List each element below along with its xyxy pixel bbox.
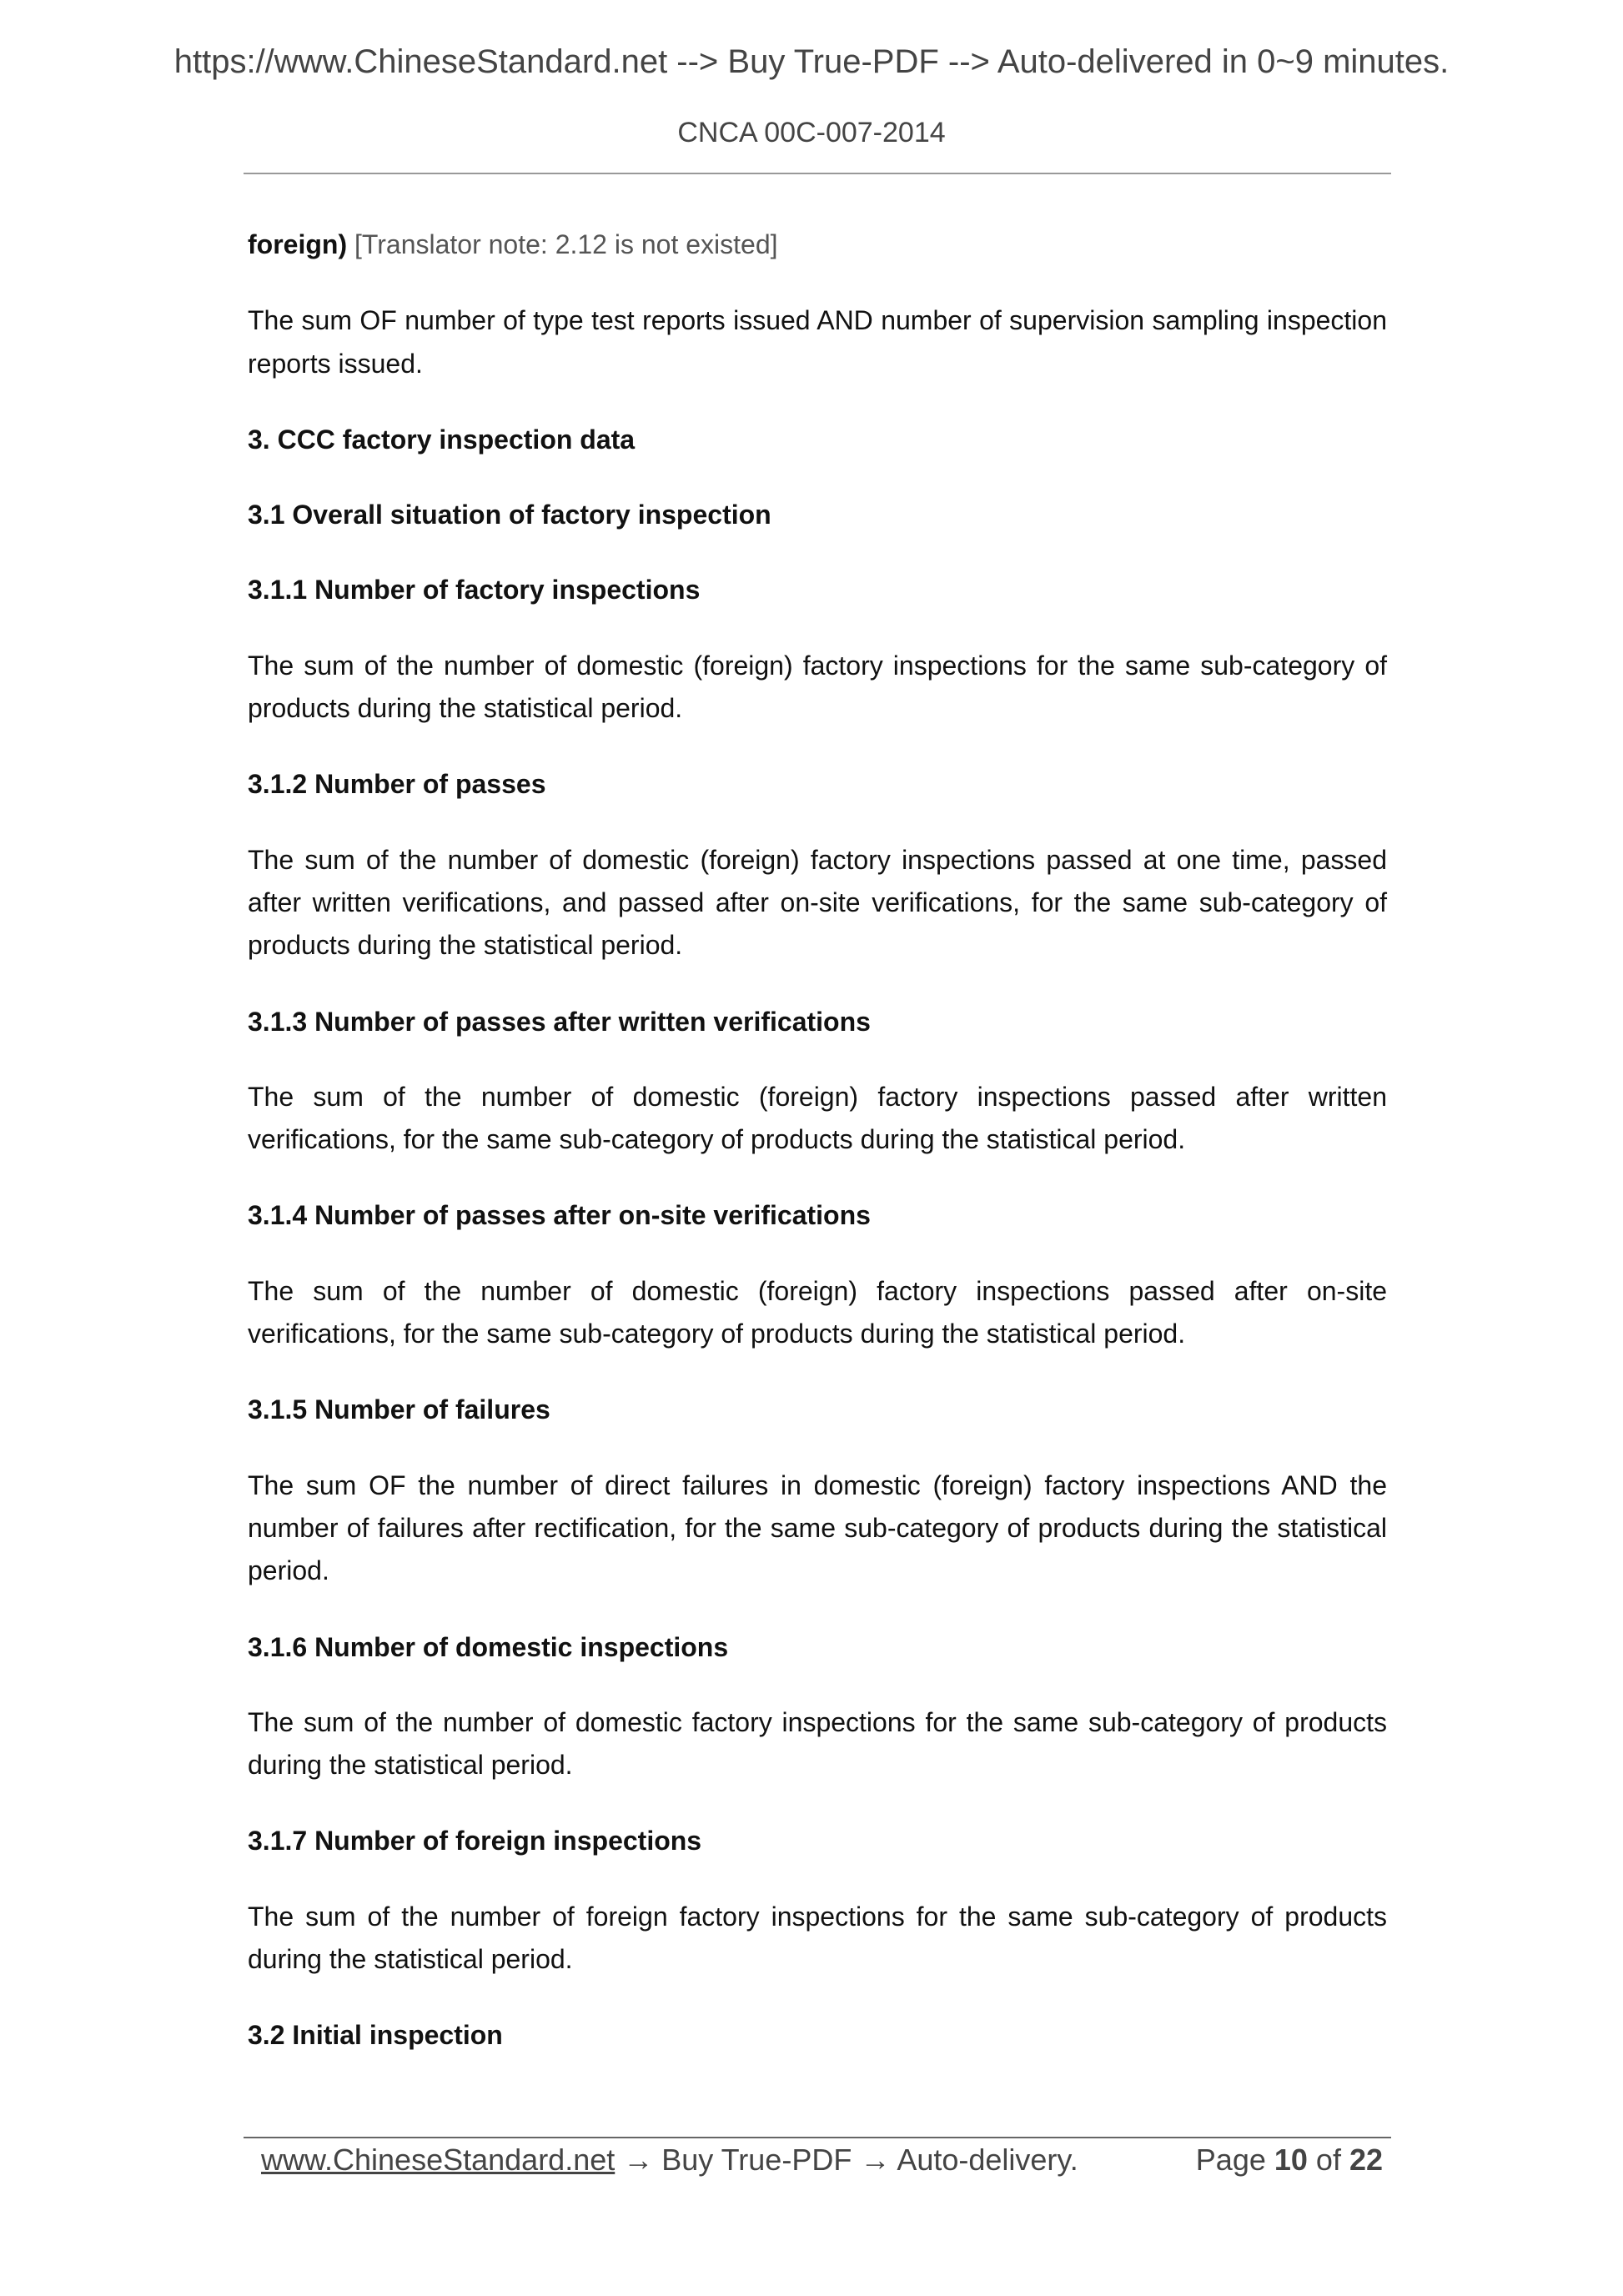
- section-heading: 3.1.1 Number of factory inspections: [248, 575, 701, 605]
- paragraph: The sum of the number of domestic (foreign) factory inspections passed after written verifications, for the same sub-category of products during the statistical period.: [248, 1081, 1387, 1155]
- footer-left: [261, 2141, 1078, 2179]
- page-label: Page: [1195, 2143, 1274, 2177]
- section-heading: 3.1.6 Number of domestic inspections: [248, 1631, 729, 1662]
- section-heading: 3.1.4 Number of passes after on-site verifications: [248, 1200, 871, 1231]
- document-body: [248, 224, 1387, 2090]
- paragraph: The sum OF number of type test reports issued AND number of supervision sampling inspection reports issued.: [248, 305, 1387, 379]
- lead-line: [248, 224, 1387, 266]
- lead-bold: foreign): [248, 229, 348, 259]
- site-link[interactable]: www.ChineseStandard.net: [261, 2143, 616, 2177]
- header-divider: [244, 173, 1391, 174]
- footer-divider: [244, 2137, 1391, 2138]
- section-heading: 3.1.5 Number of failures: [248, 1394, 550, 1425]
- paragraph: The sum of the number of domestic (foreign) factory inspections for the same sub-category of products during the statistical period.: [248, 650, 1387, 724]
- footer-tagline: → Buy True-PDF → Auto-delivery.: [615, 2143, 1078, 2177]
- document-code: CNCA 00C-007-2014: [677, 117, 946, 148]
- section-heading: 3. CCC factory inspection data: [248, 424, 636, 455]
- page-number: 10: [1274, 2143, 1308, 2177]
- paragraph: The sum OF the number of direct failures in domestic (foreign) factory inspections AND the number of failures after rectification, for the same sub-category of products during the statistical period.: [248, 1470, 1387, 1586]
- page-indicator: [1196, 2141, 1383, 2179]
- section-heading: 3.1.3 Number of passes after written verifications: [248, 1006, 871, 1037]
- section-heading: 3.1 Overall situation of factory inspection: [248, 500, 771, 530]
- page-total: 22: [1349, 2143, 1383, 2177]
- translator-note: [Translator note: 2.12 is not existed]: [347, 229, 778, 259]
- page-footer: [261, 2141, 1383, 2179]
- paragraph: The sum of the number of domestic factory inspections for the same sub-category of products during the statistical period.: [248, 1706, 1387, 1781]
- section-heading: 3.1.2 Number of passes: [248, 769, 546, 800]
- paragraph: The sum of the number of foreign factory inspections for the same sub-category of products during the statistical period.: [248, 1901, 1387, 1975]
- paragraph: The sum of the number of domestic (foreign) factory inspections passed at one time, passed after written verifications, and passed after on-site verifications, for the same sub-category of products during the statistical period.: [248, 844, 1387, 961]
- paragraph: The sum of the number of domestic (foreign) factory inspections passed after on-site verifications, for the same sub-category of products during the statistical period.: [248, 1275, 1387, 1349]
- of-label: of: [1307, 2143, 1349, 2177]
- section-heading: 3.1.7 Number of foreign inspections: [248, 1826, 702, 1856]
- header-banner: https://www.ChineseStandard.net --> Buy True-PDF --> Auto-delivered in 0~9 minutes.: [173, 43, 1450, 80]
- section-heading: 3.2 Initial inspection: [248, 2020, 503, 2051]
